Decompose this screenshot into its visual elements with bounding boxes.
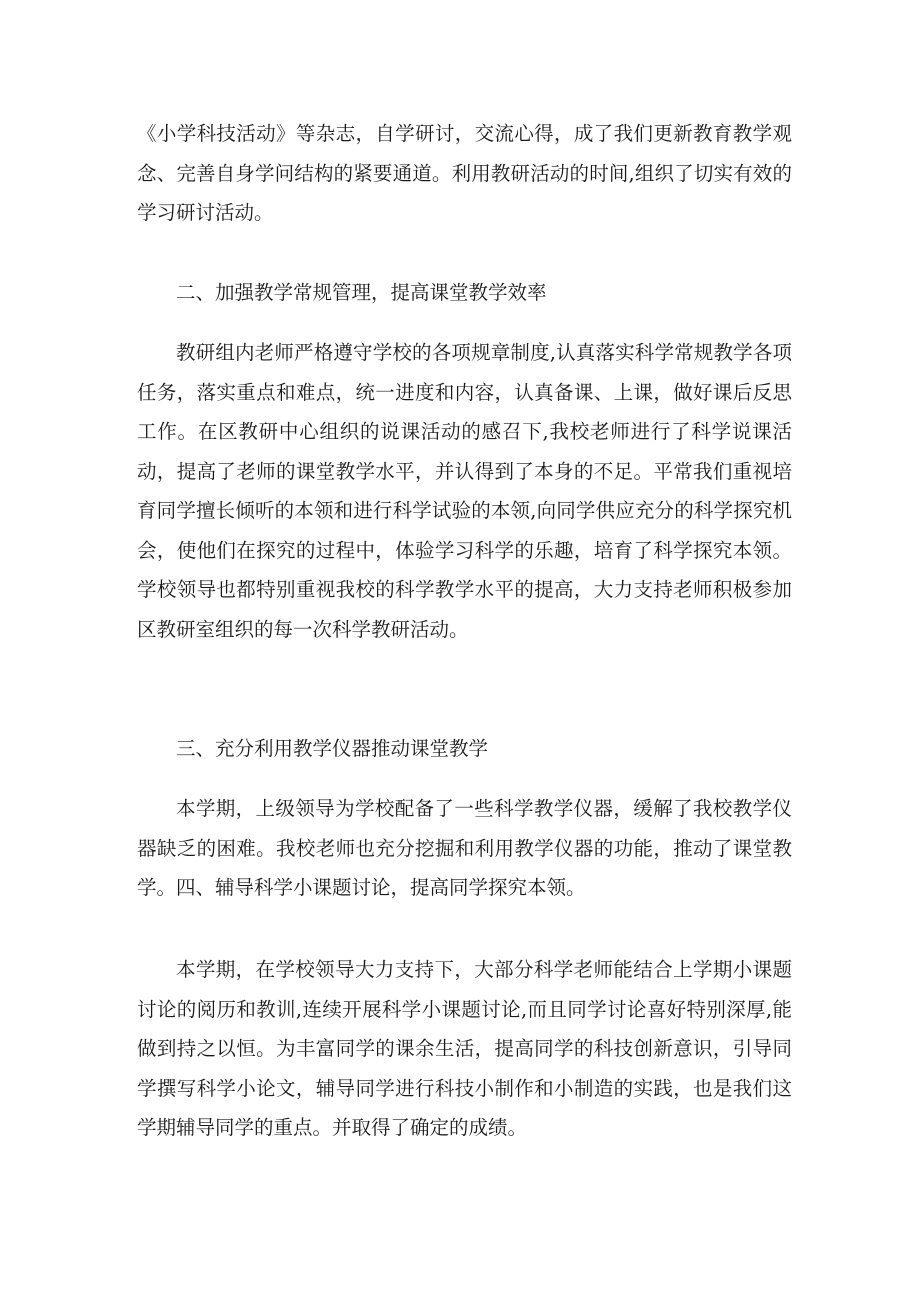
paragraph-teaching-management: 教研组内老师严格遵守学校的各项规章制度,认真落实科学常规教学各项任务，落实重点和难点，统一进度和内容，认真备课、上课，做好课后反思工作。在区教研中心组织的说课活动的感召下,我校老师进行了科学说课活动，提高了老师的课堂教学水平，并认得到了本身的不足。平常我们重视培育同学擅长倾听的本领和进行科学试验的本领,向同学供应充分的科学探究机会，使他们在探究的过程中，体验学习科学的乐趣，培育了科学探究本领。学校领导也都特别重视我校的科学教学水平的提高，大力支持老师积极参加区教研室组织的每一次科学教研活动。 (137, 341, 792, 641)
section-heading-teaching-management: 二、加强教学常规管理，提高课堂教学效率 (176, 281, 547, 304)
paragraph-small-research-topics: 本学期，在学校领导大力支持下，大部分科学老师能结合上学期小课题讨论的阅历和教训,连续开展科学小课题讨论,而且同学讨论喜好特别深厚,能做到持之以恒。为丰富同学的课余生活，提高同学的科技创新意识，引导同学撰写科学小论文，辅导同学进行科技小制作和小制造的实践，也是我们这学期辅导同学的重点。并取得了确定的成绩。 (137, 958, 792, 1139)
paragraph-teaching-instruments: 本学期，上级领导为学校配备了一些科学教学仪器，缓解了我校教学仪器缺乏的困难。我校老师也充分挖掘和利用教学仪器的功能，推动了课堂教学。四、辅导科学小课题讨论，提高同学探究本领。 (137, 797, 792, 899)
paragraph-study-activities: 《小学科技活动》等杂志，自学研讨，交流心得，成了我们更新教育教学观念、完善自身学问结构的紧要通道。利用教研活动的时间,组织了切实有效的学习研讨活动。 (137, 122, 792, 224)
section-heading-teaching-instruments: 三、充分利用教学仪器推动课堂教学 (176, 737, 489, 760)
